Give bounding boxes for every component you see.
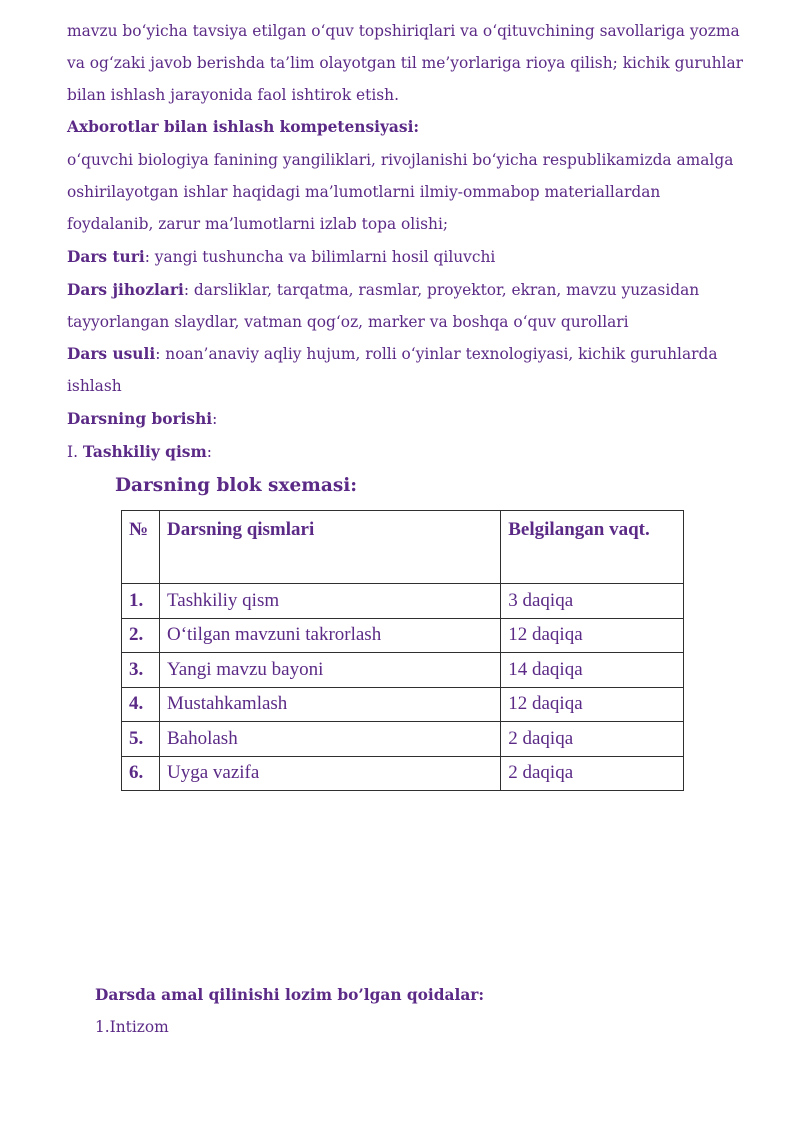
- lesson-progress-heading: [67, 409, 217, 429]
- table-row: [122, 722, 684, 757]
- row-time: 14 daqiqa: [501, 653, 684, 688]
- equipment: [67, 280, 699, 300]
- table-row: [122, 687, 684, 722]
- paragraph-line: mavzu bo‘yicha tavsiya etilgan o‘quv topshiriqlari va o‘qituvchining savollariga yozma: [67, 22, 740, 40]
- equipment-value: : darsliklar, tarqatma, rasmlar, proyektor, ekran, mavzu yuzasidan: [183, 281, 700, 299]
- org-label: Tashkiliy qism: [82, 443, 207, 461]
- row-number: 1.: [122, 584, 160, 619]
- lesson-type-label: Dars turi: [67, 248, 145, 266]
- row-number: 5.: [122, 722, 160, 757]
- equipment-value-line2: tayyorlangan slaydlar, vatman qog‘oz, marker va boshqa o‘quv qurollari: [67, 313, 629, 331]
- row-number: 3.: [122, 653, 160, 688]
- organizational-part: [67, 442, 212, 462]
- row-number: 2.: [122, 618, 160, 653]
- rules-heading: Darsda amal qilinishi lozim bo’lgan qoidalar:: [95, 986, 485, 1004]
- competence-heading: Axborotlar bilan ishlash kompetensiyasi:: [67, 118, 420, 136]
- row-number: 4.: [122, 687, 160, 722]
- method-value: : noan’anaviy aqliy hujum, rolli o‘yinlar texnologiyasi, kichik guruhlarda: [155, 345, 718, 363]
- org-prefix: I.: [67, 443, 83, 461]
- header-parts: Darsning qismlari: [159, 511, 500, 584]
- table-row: [122, 618, 684, 653]
- progress-colon: :: [212, 410, 218, 428]
- paragraph-line: va og‘zaki javob berishda ta’lim olayotgan til me’yorlariga rioya qilish; kichik guruhlar: [67, 54, 744, 72]
- row-part: O‘tilgan mavzuni takrorlash: [159, 618, 500, 653]
- paragraph-line: bilan ishlash jarayonida faol ishtirok etish.: [67, 86, 399, 104]
- row-time: 12 daqiqa: [501, 618, 684, 653]
- row-number: 6.: [122, 756, 160, 791]
- row-time: 12 daqiqa: [501, 687, 684, 722]
- lesson-schedule-table: [121, 510, 684, 791]
- method-value-line2: ishlash: [67, 377, 122, 395]
- block-scheme-title: Darsning blok sxemasi:: [115, 475, 358, 496]
- progress-label: Darsning borishi: [67, 410, 213, 428]
- row-time: 2 daqiqa: [501, 722, 684, 757]
- org-colon: :: [206, 443, 212, 461]
- table-row: [122, 756, 684, 791]
- row-part: Yangi mavzu bayoni: [159, 653, 500, 688]
- row-part: Uyga vazifa: [159, 756, 500, 791]
- lesson-type-value: : yangi tushuncha va bilimlarni hosil qiluvchi: [144, 248, 496, 266]
- method-label: Dars usuli: [67, 345, 156, 363]
- table-header-row: [122, 511, 684, 584]
- lesson-type: [67, 247, 495, 267]
- header-time: Belgilangan vaqt.: [501, 511, 684, 584]
- row-part: Baholash: [159, 722, 500, 757]
- row-time: 2 daqiqa: [501, 756, 684, 791]
- table-row: [122, 653, 684, 688]
- method: [67, 344, 718, 364]
- paragraph-line: o‘quvchi biologiya fanining yangiliklari, rivojlanishi bo‘yicha respublikamizda amalga: [67, 151, 734, 169]
- header-number: №: [122, 511, 160, 584]
- equipment-label: Dars jihozlari: [67, 281, 184, 299]
- rules-list-item: 1.Intizom: [95, 1018, 169, 1036]
- table-row: [122, 584, 684, 619]
- paragraph-line: foydalanib, zarur ma’lumotlarni izlab topa olishi;: [67, 215, 449, 233]
- paragraph-line: oshirilayotgan ishlar haqidagi ma’lumotlarni ilmiy-ommabop materiallardan: [67, 183, 661, 201]
- row-part: Tashkiliy qism: [159, 584, 500, 619]
- row-part: Mustahkamlash: [159, 687, 500, 722]
- row-time: 3 daqiqa: [501, 584, 684, 619]
